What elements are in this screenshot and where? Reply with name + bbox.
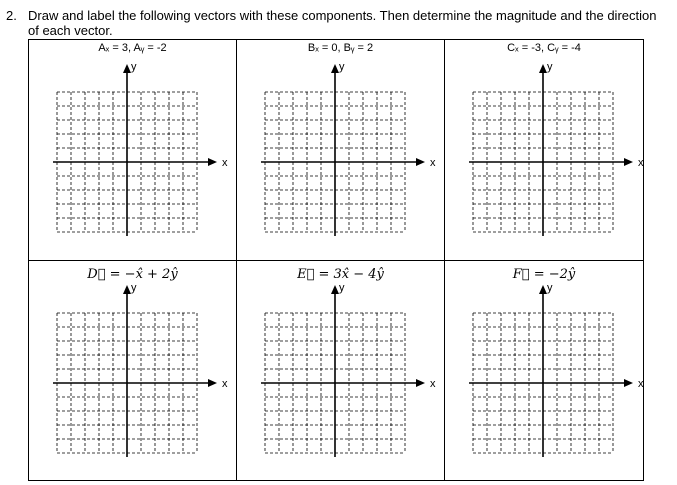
x-axis-label: x [638,378,644,390]
cell-label-f: F⃗ = −2ŷ [512,267,576,282]
cell-label-d: D⃗ = −x̂ + 2ŷ [87,267,178,282]
x-axis-label: x [430,157,436,169]
y-axis-label: y [339,282,345,294]
cell-vector-d [28,260,237,481]
y-axis-arrowhead [123,285,131,294]
y-axis-label: y [547,61,553,73]
y-axis-arrowhead [539,64,547,73]
y-axis-label: y [547,282,553,294]
cell-vector-f [444,260,644,481]
cell-vector-e [236,260,445,481]
x-axis-arrowhead [208,158,217,166]
x-axis-label: x [222,157,228,169]
coordinate-grid [237,40,437,255]
cell-vector-a [28,39,237,261]
cell-vector-b [236,39,445,261]
y-axis-arrowhead [123,64,131,73]
coordinate-grid [445,40,645,255]
x-axis-arrowhead [416,158,425,166]
y-axis-arrowhead [539,285,547,294]
x-axis-arrowhead [624,379,633,387]
cell-label-b: Bₓ = 0, Bᵧ = 2 [307,42,374,54]
cell-vector-c [444,39,644,261]
cell-label-a: Aₓ = 3, Aᵧ = -2 [98,42,167,54]
y-axis-arrowhead [331,285,339,294]
x-axis-arrowhead [208,379,217,387]
cell-label-e: E⃗ = 3x̂ − 4ŷ [297,267,384,282]
question-number: 2. [6,8,17,23]
coordinate-grid [237,261,437,476]
coordinate-grid [29,261,229,476]
y-axis-arrowhead [331,64,339,73]
x-axis-label: x [222,378,228,390]
x-axis-arrowhead [416,379,425,387]
x-axis-label: x [638,157,644,169]
y-axis-label: y [131,61,137,73]
worksheet-table [28,39,644,481]
x-axis-arrowhead [624,158,633,166]
coordinate-grid [29,40,229,255]
y-axis-label: y [131,282,137,294]
question-text: Draw and label the following vectors with these components. Then determine the magnitude and the direction of each vector. [28,8,657,38]
cell-label-c: Cₓ = -3, Cᵧ = -4 [507,42,581,54]
y-axis-label: y [339,61,345,73]
coordinate-grid [445,261,645,476]
x-axis-label: x [430,378,436,390]
